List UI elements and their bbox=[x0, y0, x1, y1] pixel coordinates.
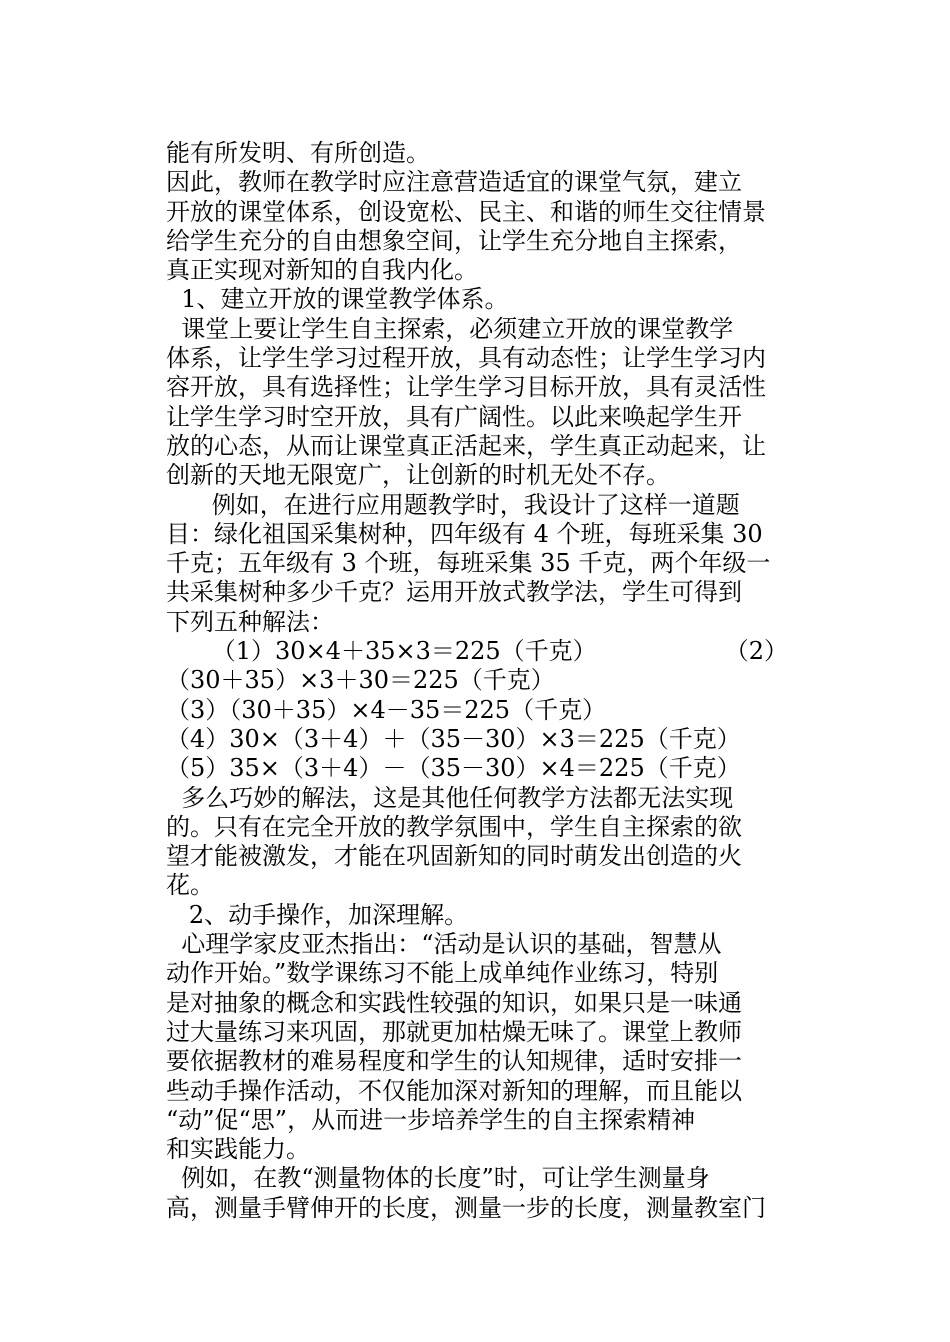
text-line: 真正实现对新知的自我内化。 bbox=[166, 256, 478, 285]
text-line: 目：绿化祖国采集树种，四年级有 4 个班，每班采集 30 bbox=[166, 519, 763, 548]
text-line: 花。 bbox=[166, 871, 214, 900]
text-line: 些动手操作活动，不仅能加深对新知的理解，而且能以 bbox=[166, 1076, 742, 1105]
text-line: 要依据教材的难易程度和学生的认知规律，适时安排一 bbox=[166, 1047, 742, 1076]
section-heading-1: 1、建立开放的课堂教学体系。 bbox=[166, 285, 509, 314]
text-line: 因此，教师在教学时应注意营造适宜的课堂气氛，建立 bbox=[166, 168, 742, 197]
text-line: 课堂上要让学生自主探索，必须建立开放的课堂教学 bbox=[166, 314, 734, 343]
text-line: 下列五种解法： bbox=[166, 607, 334, 636]
text-line: 例如，在教“测量物体的长度”时，可让学生测量身 bbox=[166, 1164, 710, 1193]
text-line: 动作开始。”数学课练习不能上成单纯作业练习，特别 bbox=[166, 959, 719, 988]
solution-row bbox=[166, 637, 788, 666]
text-line: 体系，让学生学习过程开放，具有动态性；让学生学习内 bbox=[166, 344, 766, 373]
text-line: 创新的天地无限宽广，让创新的时机无处不存。 bbox=[166, 461, 670, 490]
text-line: 给学生充分的自由想象空间，让学生充分地自主探索， bbox=[166, 226, 742, 255]
text-line: 开放的课堂体系，创设宽松、民主、和谐的师生交往情景 bbox=[166, 197, 766, 226]
solution-4: （4）30×（3＋4）＋（35－30）×3＝225（千克） bbox=[166, 724, 741, 753]
text-line: 是对抽象的概念和实践性较强的知识，如果只是一味通 bbox=[166, 988, 742, 1017]
text-line: 和实践能力。 bbox=[166, 1135, 310, 1164]
text-line: 让学生学习时空开放，具有广阔性。以此来唤起学生开 bbox=[166, 402, 742, 431]
text-line: 心理学家皮亚杰指出：“活动是认识的基础，智慧从 bbox=[166, 930, 722, 959]
text-line: 例如，在进行应用题教学时，我设计了这样一道题 bbox=[166, 490, 740, 519]
solution-2-label: （2） bbox=[724, 637, 788, 666]
text-line: 过大量练习来巩固，那就更加枯燥无味了。课堂上教师 bbox=[166, 1017, 742, 1046]
text-line: 放的心态，从而让课堂真正活起来，学生真正动起来，让 bbox=[166, 431, 766, 460]
section-heading-2: 2、动手操作，加深理解。 bbox=[166, 900, 469, 929]
text-line: 的。只有在完全开放的教学氛围中，学生自主探索的欲 bbox=[166, 812, 742, 841]
solution-1: （1）30×4＋35×3＝225（千克） bbox=[166, 637, 597, 666]
text-line: 容开放，具有选择性；让学生学习目标开放，具有灵活性 bbox=[166, 373, 766, 402]
text-line: 多么巧妙的解法，这是其他任何教学方法都无法实现 bbox=[166, 783, 734, 812]
solution-2: （30＋35）×3＋30＝225（千克） bbox=[166, 666, 555, 695]
solution-5: （5）35×（3＋4）－（35－30）×4＝225（千克） bbox=[166, 754, 741, 783]
text-line: 高，测量手臂伸开的长度，测量一步的长度，测量教室门 bbox=[166, 1193, 766, 1222]
text-line: “动”促“思”，从而进一步培养学生的自主探索精神 bbox=[166, 1105, 696, 1134]
text-line: 望才能被激发，才能在巩固新知的同时萌发出创造的火 bbox=[166, 842, 742, 871]
document-body bbox=[166, 139, 788, 1223]
text-line: 千克；五年级有 3 个班，每班采集 35 千克，两个年级一 bbox=[166, 549, 771, 578]
solution-3: （3）（30＋35）×4－35＝225（千克） bbox=[166, 695, 607, 724]
text-line: 共采集树种多少千克？运用开放式教学法，学生可得到 bbox=[166, 578, 742, 607]
text-line: 能有所发明、有所创造。 bbox=[166, 139, 430, 167]
